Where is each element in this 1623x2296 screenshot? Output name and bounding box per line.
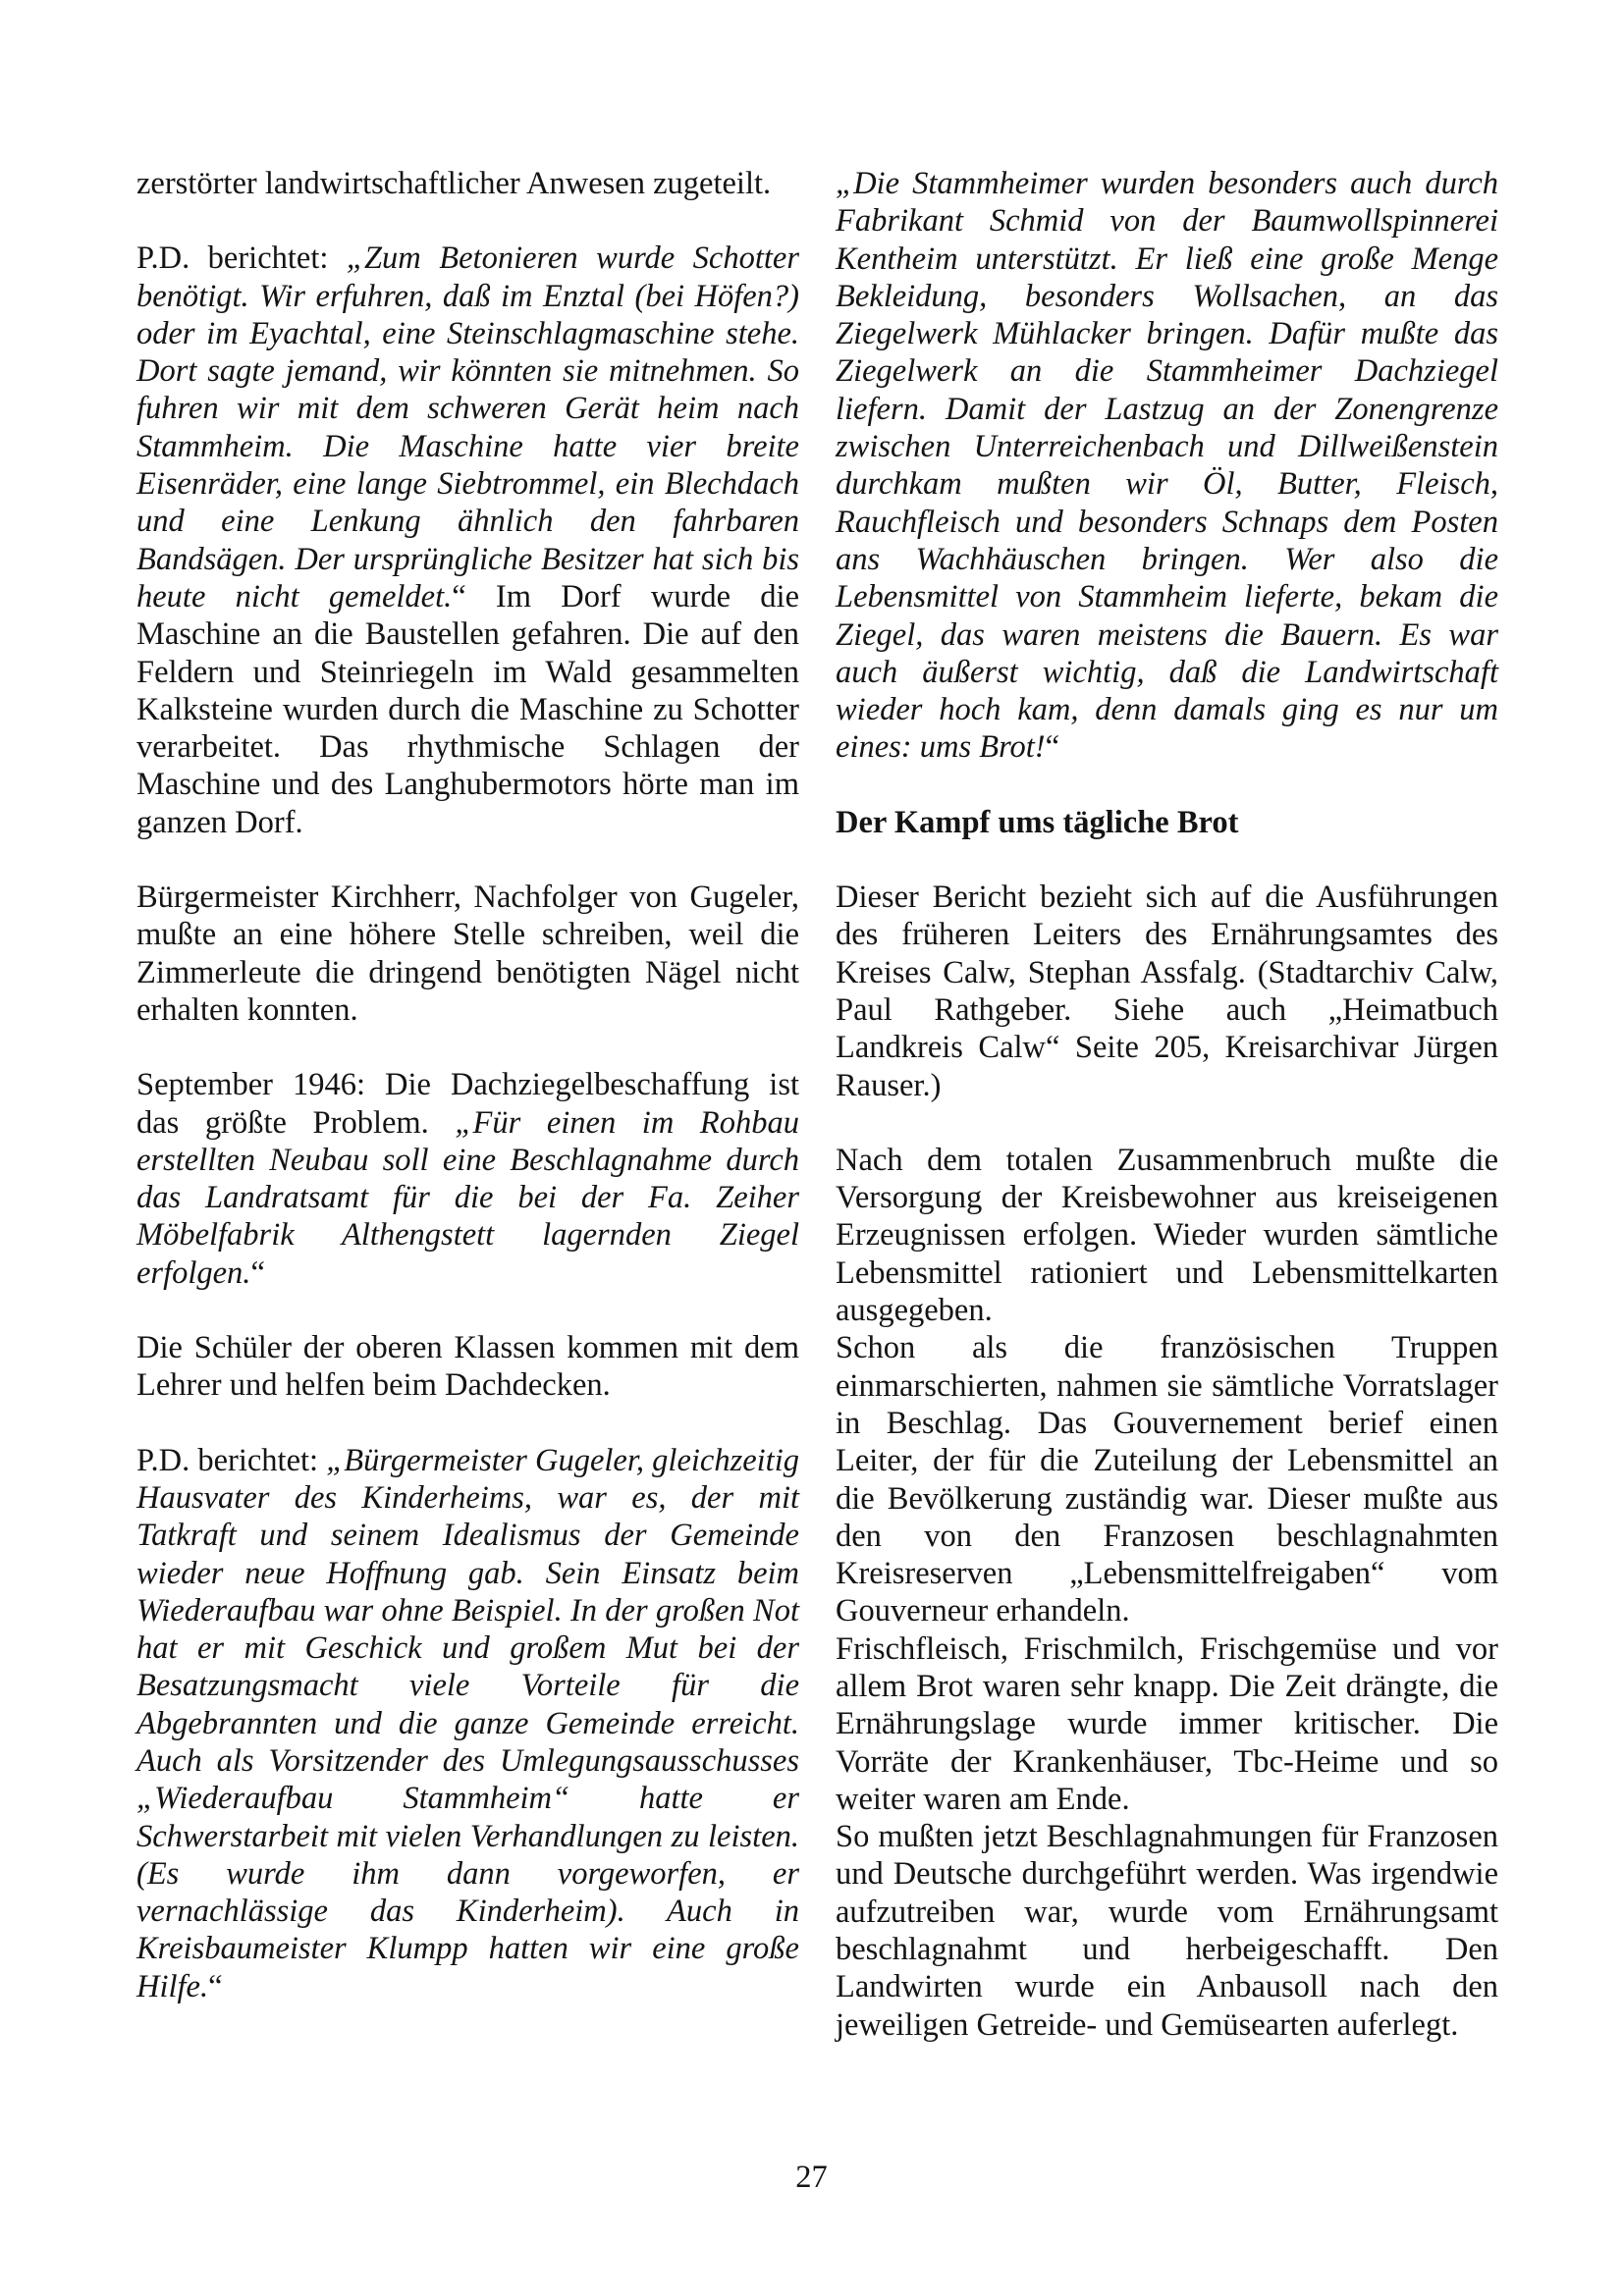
closing-quote-mark: “ <box>1045 729 1060 766</box>
paragraph-september-1946 <box>136 1066 799 1292</box>
paragraph-report-stone-crusher <box>136 240 799 841</box>
right-column <box>836 165 1498 2044</box>
paragraph: Nach dem totalen Zusammenbruch mußte die Versorgung der Kreisbewohner aus kreiseigenen Erzeugnissen erfolgen. Wieder wurden sämtliche Lebensmittel rationiert und Lebensmittelkarten ausgegeben. <box>836 1142 1498 1329</box>
paragraph-text: “ Im Dorf wurde die Maschine an die Baustellen gefahren. Die auf den Feldern und Steinriegeln im Wald gesammelten Kalksteine wurden durch die Maschine zu Schotter verarbeitet. Das rhythmische Schlagen der Maschine und des Langhubermotors hörte man im ganzen Dorf. <box>136 578 799 840</box>
closing-quote-mark: “ <box>250 1255 265 1291</box>
quotation: „Zum Betonieren wurde Schotter benötigt. Wir erfuhren, daß im Enztal (bei Höfen?) oder im Eyachtal, eine Steinschlagmaschine stehe. Dort sagte jemand, wir könnten sie mitnehmen. So fuhren wir mit dem schweren Gerät heim nach Stammheim. Die Maschine hatte vier breite Eisenräder, eine lange Siebtrommel, ein Blechdach und eine Lenkung ähnlich den fahrbaren Bandsägen. Der ursprüngliche Besitzer hat sich bis heute nicht gemeldet. <box>136 240 799 614</box>
quotation: „Die Stammheimer wurden besonders auch durch Fabrikant Schmid von der Baumwollspinnerei Kentheim unterstützt. Er ließ eine große Menge Bekleidung, besonders Wollsachen, an das Ziegelwerk Mühlacker bringen. Dafür mußte das Ziegelwerk an die Stammheimer Dachziegel liefern. Damit der Lastzug an der Zonengrenze zwischen Unterreichenbach und Dillweißenstein durchkam mußten wir Öl, Butter, Fleisch, Rauchfleisch und besonders Schnaps dem Posten ans Wachhäuschen bringen. Wer also die Lebensmittel von Stammheim lieferte, bekam die Ziegel, das waren meistens die Bauern. Es war auch äußerst wichtig, daß die Landwirtschaft wieder hoch kam, denn damals ging es nur um eines: ums Brot! <box>836 166 1498 766</box>
paragraph: Dieser Bericht bezieht sich auf die Ausführungen des früheren Leiters des Ernährungsamtes des Kreises Calw, Stephan Assfalg. (Stadtarchiv Calw, Paul Rathgeber. Siehe auch „Heimatbuch Landkreis Calw“ Seite 205, Kreisarchivar Jürgen Rauser.) <box>836 880 1498 1103</box>
paragraph-quote-stammheimer <box>836 165 1498 767</box>
section-heading: Der Kampf ums tägliche Brot <box>836 804 1239 840</box>
quotation: „Für einen im Rohbau erstellten Neubau soll eine Beschlagnahme durch das Landratsamt für die bei der Fa. Zeiher Möbelfabrik Althengstett lagernden Ziegel erfolgen. <box>136 1104 800 1291</box>
paragraph-lead: P.D. berichtet: <box>136 1442 327 1478</box>
paragraph: So mußten jetzt Beschlagnahmungen für Franzosen und Deutsche durchgeführt werden. Was irgendwie aufzutreiben war, wurde vom Ernährungsamt beschlagnahmt und herbeigeschafft. Den Landwirten wurde ein Anbausoll nach den jeweiligen Getreide- und Gemüsearten auferlegt. <box>836 1819 1498 2043</box>
paragraph: Schon als die französischen Truppen einmarschierten, nahmen sie sämtliche Vorratslager in Beschlag. Das Gouvernement berief einen Leiter, der für die Zuteilung der Lebensmittel an die Bevölkerung zuständig war. Dieser mußte aus den von den Franzosen beschlagnahmten Kreisreserven „Lebensmittelfreigaben“ vom Gouverneur erhandeln. <box>836 1330 1498 1629</box>
paragraph: zerstörter landwirtschaftlicher Anwesen zugeteilt. <box>136 166 772 201</box>
paragraph: Bürgermeister Kirchherr, Nachfolger von Gugeler, mußte an eine höhere Stelle schreiben, weil die Zimmerleute die dringend benötigten Nägel nicht erhalten konnten. <box>136 880 799 1028</box>
left-column <box>136 165 799 2043</box>
closing-quote-mark: “ <box>208 1968 223 2004</box>
paragraph-lead: P.D. berichtet: <box>136 240 347 277</box>
paragraph-report-gugeler <box>136 1442 799 2005</box>
quotation: „Bürgermeister Gugeler, gleichzeitig Hausvater des Kinderheims, war es, der mit Tatkraft und seinem Idealismus der Gemeinde wieder neue Hoffnung gab. Sein Einsatz beim Wiederaufbau war ohne Beispiel. In der großen Not hat er mit Geschick und großem Mut bei der Besatzungsmacht viele Vorteile für die Abgebrannten und die ganze Gemeinde erreicht. Auch als Vorsitzender des Umlegungsausschusses „Wiederaufbau Stammheim“ hatte er Schwerstarbeit mit vielen Verhandlungen zu leisten. (Es wurde ihm dann vorgeworfen, er vernachlässige das Kinderheim). Auch in Kreisbaumeister Klumpp hatten wir eine große Hilfe. <box>136 1442 799 2004</box>
paragraph: Die Schüler der oberen Klassen kommen mit dem Lehrer und helfen beim Dachdecken. <box>136 1330 799 1404</box>
paragraph: Frischfleisch, Frischmilch, Frischgemüse und vor allem Brot waren sehr knapp. Die Zeit drängte, die Ernährungslage wurde immer kritischer. Die Vorräte der Krankenhäuser, Tbc-Heime und so weiter waren am Ende. <box>836 1630 1498 1817</box>
page-number: 27 <box>795 2160 828 2195</box>
paragraph-lead: September 1946: Die Dachziegelbeschaffung ist das größte Problem. <box>136 1067 799 1141</box>
